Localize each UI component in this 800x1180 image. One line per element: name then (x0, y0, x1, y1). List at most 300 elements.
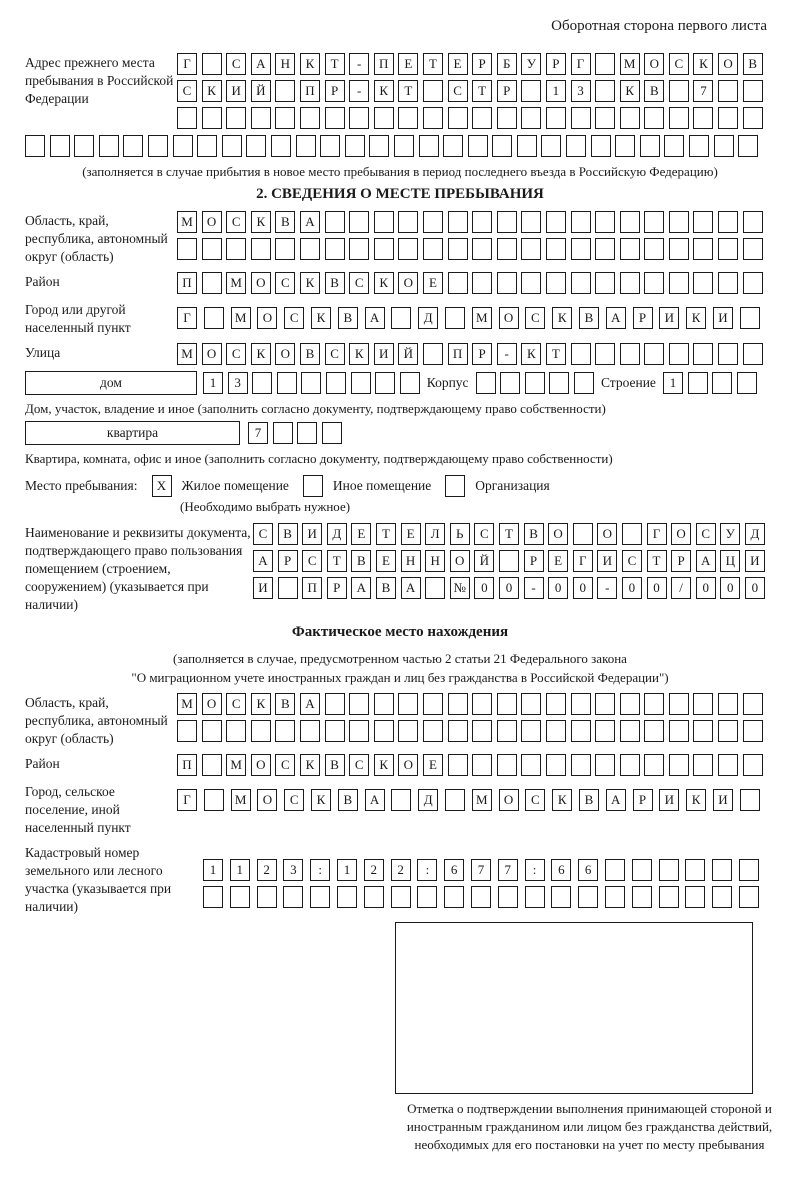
char-box[interactable]: П (448, 343, 468, 365)
char-box[interactable] (659, 859, 679, 881)
char-box[interactable]: К (311, 789, 331, 811)
char-box[interactable]: С (448, 80, 468, 102)
char-box[interactable]: Е (423, 272, 443, 294)
char-box[interactable] (718, 343, 738, 365)
char-box[interactable] (712, 372, 732, 394)
char-box[interactable] (644, 754, 664, 776)
char-box[interactable]: С (226, 693, 246, 715)
char-box[interactable] (571, 754, 591, 776)
char-box[interactable] (644, 238, 664, 260)
char-box[interactable]: С (525, 307, 545, 329)
char-box[interactable]: О (548, 523, 568, 545)
char-box[interactable]: И (253, 577, 273, 599)
char-box[interactable]: Й (251, 80, 271, 102)
char-box[interactable]: О (718, 53, 738, 75)
char-box[interactable]: С (284, 789, 304, 811)
char-box[interactable] (693, 343, 713, 365)
char-box[interactable]: Р (671, 550, 691, 572)
char-box[interactable] (743, 720, 763, 742)
prev-address-row-4[interactable] (25, 135, 775, 157)
char-box[interactable]: Г (571, 53, 591, 75)
char-box[interactable]: С (349, 272, 369, 294)
char-box[interactable] (349, 238, 369, 260)
char-box[interactable]: Е (376, 550, 396, 572)
char-box[interactable] (322, 422, 342, 444)
prev-address-row-1[interactable] (177, 53, 763, 75)
char-box[interactable] (595, 211, 615, 233)
char-box[interactable] (685, 886, 705, 908)
char-box[interactable]: С (226, 211, 246, 233)
char-box[interactable]: М (472, 789, 492, 811)
char-box[interactable] (546, 272, 566, 294)
char-box[interactable] (620, 238, 640, 260)
char-box[interactable] (739, 859, 759, 881)
char-box[interactable] (472, 693, 492, 715)
char-box[interactable] (444, 886, 464, 908)
char-box[interactable] (521, 211, 541, 233)
char-box[interactable] (275, 80, 295, 102)
char-box[interactable]: 0 (548, 577, 568, 599)
char-box[interactable] (497, 238, 517, 260)
char-box[interactable] (743, 80, 763, 102)
char-box[interactable]: О (257, 307, 277, 329)
char-box[interactable]: : (417, 859, 437, 881)
char-box[interactable] (472, 238, 492, 260)
char-box[interactable]: Р (325, 80, 345, 102)
char-box[interactable] (25, 135, 45, 157)
char-box[interactable]: 7 (471, 859, 491, 881)
char-box[interactable] (620, 754, 640, 776)
apartment-number-boxes[interactable] (248, 422, 342, 444)
char-box[interactable]: С (226, 53, 246, 75)
char-box[interactable]: 1 (230, 859, 250, 881)
char-box[interactable] (320, 135, 340, 157)
char-box[interactable] (374, 107, 394, 129)
char-box[interactable]: Р (524, 550, 544, 572)
char-box[interactable] (743, 107, 763, 129)
char-box[interactable] (230, 886, 250, 908)
char-box[interactable]: И (745, 550, 765, 572)
char-box[interactable]: О (671, 523, 691, 545)
char-box[interactable] (375, 372, 395, 394)
char-box[interactable] (571, 107, 591, 129)
char-box[interactable] (349, 211, 369, 233)
char-box[interactable] (595, 80, 615, 102)
char-box[interactable] (571, 272, 591, 294)
char-box[interactable]: 6 (578, 859, 598, 881)
char-box[interactable]: О (251, 754, 271, 776)
char-box[interactable] (521, 238, 541, 260)
char-box[interactable] (738, 135, 758, 157)
char-box[interactable]: О (257, 789, 277, 811)
char-box[interactable]: Т (472, 80, 492, 102)
char-box[interactable]: А (696, 550, 716, 572)
char-box[interactable] (644, 211, 664, 233)
char-box[interactable] (688, 372, 708, 394)
char-box[interactable] (300, 720, 320, 742)
char-box[interactable] (445, 307, 465, 329)
char-box[interactable] (273, 422, 293, 444)
char-box[interactable] (605, 886, 625, 908)
char-box[interactable] (546, 238, 566, 260)
char-box[interactable] (521, 754, 541, 776)
char-box[interactable]: Г (177, 53, 197, 75)
char-box[interactable]: М (231, 307, 251, 329)
document-row-1[interactable] (253, 523, 765, 545)
char-box[interactable]: Ь (450, 523, 470, 545)
actual-region-row-2[interactable] (177, 720, 763, 742)
region-row-2[interactable] (177, 238, 763, 260)
char-box[interactable]: 6 (551, 859, 571, 881)
char-box[interactable] (325, 238, 345, 260)
char-box[interactable] (148, 135, 168, 157)
char-box[interactable]: 0 (696, 577, 716, 599)
char-box[interactable] (712, 859, 732, 881)
char-box[interactable] (644, 272, 664, 294)
char-box[interactable] (443, 135, 463, 157)
char-box[interactable] (204, 307, 224, 329)
char-box[interactable] (595, 343, 615, 365)
char-box[interactable]: А (606, 789, 626, 811)
char-box[interactable] (644, 720, 664, 742)
char-box[interactable] (448, 272, 468, 294)
char-box[interactable]: М (177, 211, 197, 233)
char-box[interactable] (551, 886, 571, 908)
char-box[interactable]: Т (398, 80, 418, 102)
char-box[interactable] (595, 693, 615, 715)
char-box[interactable] (423, 693, 443, 715)
char-box[interactable]: 6 (444, 859, 464, 881)
char-box[interactable]: К (693, 53, 713, 75)
char-box[interactable] (325, 107, 345, 129)
char-box[interactable] (203, 886, 223, 908)
char-box[interactable] (571, 238, 591, 260)
char-box[interactable]: В (351, 550, 371, 572)
char-box[interactable] (278, 577, 298, 599)
char-box[interactable] (251, 720, 271, 742)
char-box[interactable]: Б (497, 53, 517, 75)
char-box[interactable]: Р (472, 53, 492, 75)
char-box[interactable] (525, 886, 545, 908)
char-box[interactable]: Г (177, 789, 197, 811)
char-box[interactable]: К (374, 80, 394, 102)
char-box[interactable]: П (374, 53, 394, 75)
char-box[interactable] (326, 372, 346, 394)
char-box[interactable] (595, 720, 615, 742)
char-box[interactable] (177, 107, 197, 129)
char-box[interactable] (566, 135, 586, 157)
char-box[interactable]: Р (497, 80, 517, 102)
char-box[interactable]: О (398, 272, 418, 294)
char-box[interactable] (718, 107, 738, 129)
char-box[interactable]: А (365, 789, 385, 811)
char-box[interactable] (468, 135, 488, 157)
char-box[interactable] (177, 238, 197, 260)
char-box[interactable]: О (202, 211, 222, 233)
char-box[interactable]: Н (401, 550, 421, 572)
char-box[interactable]: С (325, 343, 345, 365)
char-box[interactable] (202, 272, 222, 294)
char-box[interactable] (423, 238, 443, 260)
char-box[interactable] (423, 211, 443, 233)
char-box[interactable] (423, 80, 443, 102)
char-box[interactable] (497, 211, 517, 233)
char-box[interactable] (644, 693, 664, 715)
char-box[interactable]: К (300, 272, 320, 294)
char-box[interactable] (472, 272, 492, 294)
char-box[interactable] (349, 107, 369, 129)
char-box[interactable] (472, 754, 492, 776)
char-box[interactable]: У (521, 53, 541, 75)
city-row[interactable] (177, 307, 760, 329)
char-box[interactable] (573, 523, 593, 545)
char-box[interactable] (425, 577, 445, 599)
char-box[interactable]: : (525, 859, 545, 881)
char-box[interactable] (743, 343, 763, 365)
char-box[interactable]: Л (425, 523, 445, 545)
char-box[interactable]: С (696, 523, 716, 545)
char-box[interactable]: Т (499, 523, 519, 545)
char-box[interactable] (521, 693, 541, 715)
char-box[interactable] (472, 720, 492, 742)
char-box[interactable]: М (231, 789, 251, 811)
char-box[interactable]: П (177, 754, 197, 776)
char-box[interactable] (693, 107, 713, 129)
char-box[interactable]: 1 (203, 372, 223, 394)
char-box[interactable]: Г (573, 550, 593, 572)
char-box[interactable]: 2 (391, 859, 411, 881)
char-box[interactable] (394, 135, 414, 157)
char-box[interactable] (301, 372, 321, 394)
char-box[interactable] (622, 523, 642, 545)
char-box[interactable] (693, 211, 713, 233)
char-box[interactable] (391, 886, 411, 908)
char-box[interactable]: У (720, 523, 740, 545)
char-box[interactable] (498, 886, 518, 908)
char-box[interactable] (620, 107, 640, 129)
char-box[interactable] (620, 693, 640, 715)
char-box[interactable] (718, 272, 738, 294)
char-box[interactable]: С (474, 523, 494, 545)
char-box[interactable] (689, 135, 709, 157)
char-box[interactable] (571, 343, 591, 365)
char-box[interactable]: Т (546, 343, 566, 365)
char-box[interactable]: 7 (248, 422, 268, 444)
char-box[interactable]: 0 (745, 577, 765, 599)
char-box[interactable] (448, 720, 468, 742)
char-box[interactable] (257, 886, 277, 908)
stamp-area[interactable] (395, 922, 753, 1094)
char-box[interactable]: Ц (720, 550, 740, 572)
char-box[interactable]: П (177, 272, 197, 294)
char-box[interactable]: Т (647, 550, 667, 572)
char-box[interactable] (632, 886, 652, 908)
char-box[interactable]: Н (425, 550, 445, 572)
char-box[interactable] (521, 272, 541, 294)
char-box[interactable] (620, 343, 640, 365)
char-box[interactable] (669, 80, 689, 102)
char-box[interactable]: М (226, 272, 246, 294)
char-box[interactable] (448, 211, 468, 233)
char-box[interactable] (251, 238, 271, 260)
char-box[interactable] (521, 107, 541, 129)
char-box[interactable] (173, 135, 193, 157)
char-box[interactable] (325, 693, 345, 715)
char-box[interactable] (595, 107, 615, 129)
char-box[interactable]: В (644, 80, 664, 102)
char-box[interactable] (374, 238, 394, 260)
char-box[interactable] (283, 886, 303, 908)
char-box[interactable] (669, 693, 689, 715)
char-box[interactable]: К (552, 789, 572, 811)
char-box[interactable] (275, 107, 295, 129)
stroenie-boxes[interactable] (663, 372, 757, 394)
char-box[interactable]: И (374, 343, 394, 365)
char-box[interactable]: М (177, 343, 197, 365)
char-box[interactable]: Д (418, 307, 438, 329)
char-box[interactable] (337, 886, 357, 908)
char-box[interactable] (743, 693, 763, 715)
char-box[interactable] (472, 107, 492, 129)
cadastral-row-2[interactable] (203, 886, 759, 908)
char-box[interactable] (417, 886, 437, 908)
char-box[interactable]: В (275, 693, 295, 715)
char-box[interactable] (659, 886, 679, 908)
checkbox-residential[interactable]: X (152, 475, 172, 497)
char-box[interactable]: № (450, 577, 470, 599)
char-box[interactable] (620, 272, 640, 294)
char-box[interactable]: А (300, 693, 320, 715)
char-box[interactable]: В (275, 211, 295, 233)
char-box[interactable] (685, 859, 705, 881)
char-box[interactable]: О (499, 307, 519, 329)
char-box[interactable] (669, 272, 689, 294)
char-box[interactable] (693, 693, 713, 715)
char-box[interactable] (549, 372, 569, 394)
char-box[interactable]: Р (633, 307, 653, 329)
char-box[interactable] (351, 372, 371, 394)
char-box[interactable]: К (521, 343, 541, 365)
char-box[interactable] (226, 238, 246, 260)
char-box[interactable] (517, 135, 537, 157)
char-box[interactable] (423, 107, 443, 129)
char-box[interactable] (202, 53, 222, 75)
char-box[interactable]: 0 (622, 577, 642, 599)
char-box[interactable]: 2 (257, 859, 277, 881)
char-box[interactable]: - (524, 577, 544, 599)
char-box[interactable]: К (374, 272, 394, 294)
char-box[interactable]: В (338, 789, 358, 811)
char-box[interactable]: В (325, 272, 345, 294)
char-box[interactable] (202, 720, 222, 742)
char-box[interactable]: О (597, 523, 617, 545)
char-box[interactable]: 2 (364, 859, 384, 881)
char-box[interactable] (546, 720, 566, 742)
char-box[interactable]: В (579, 307, 599, 329)
char-box[interactable] (252, 372, 272, 394)
char-box[interactable]: П (300, 80, 320, 102)
char-box[interactable] (391, 789, 411, 811)
char-box[interactable] (226, 720, 246, 742)
char-box[interactable]: Е (548, 550, 568, 572)
char-box[interactable] (693, 754, 713, 776)
char-box[interactable] (448, 693, 468, 715)
char-box[interactable]: Р (327, 577, 347, 599)
char-box[interactable] (571, 211, 591, 233)
char-box[interactable] (737, 372, 757, 394)
char-box[interactable] (718, 238, 738, 260)
char-box[interactable] (521, 80, 541, 102)
char-box[interactable]: 3 (228, 372, 248, 394)
char-box[interactable] (202, 107, 222, 129)
char-box[interactable]: Д (327, 523, 347, 545)
char-box[interactable] (546, 754, 566, 776)
char-box[interactable] (595, 754, 615, 776)
char-box[interactable] (99, 135, 119, 157)
char-box[interactable] (500, 372, 520, 394)
char-box[interactable] (472, 211, 492, 233)
char-box[interactable]: 0 (573, 577, 593, 599)
char-box[interactable] (349, 720, 369, 742)
char-box[interactable]: Й (474, 550, 494, 572)
char-box[interactable] (615, 135, 635, 157)
document-row-2[interactable] (253, 550, 765, 572)
char-box[interactable]: А (351, 577, 371, 599)
char-box[interactable] (448, 238, 468, 260)
char-box[interactable] (620, 720, 640, 742)
char-box[interactable]: С (284, 307, 304, 329)
char-box[interactable]: Р (472, 343, 492, 365)
char-box[interactable] (300, 107, 320, 129)
char-box[interactable]: О (499, 789, 519, 811)
char-box[interactable] (374, 720, 394, 742)
char-box[interactable] (374, 211, 394, 233)
char-box[interactable] (277, 372, 297, 394)
char-box[interactable] (497, 107, 517, 129)
char-box[interactable] (374, 693, 394, 715)
char-box[interactable] (718, 80, 738, 102)
char-box[interactable] (471, 886, 491, 908)
char-box[interactable]: В (524, 523, 544, 545)
char-box[interactable]: Н (275, 53, 295, 75)
char-box[interactable]: С (275, 754, 295, 776)
char-box[interactable] (222, 135, 242, 157)
char-box[interactable] (669, 754, 689, 776)
char-box[interactable]: В (338, 307, 358, 329)
char-box[interactable] (525, 372, 545, 394)
char-box[interactable]: Т (327, 550, 347, 572)
char-box[interactable]: А (253, 550, 273, 572)
char-box[interactable]: Е (423, 754, 443, 776)
char-box[interactable]: 7 (693, 80, 713, 102)
char-box[interactable]: Д (418, 789, 438, 811)
char-box[interactable] (693, 238, 713, 260)
char-box[interactable]: 1 (663, 372, 683, 394)
char-box[interactable]: В (579, 789, 599, 811)
char-box[interactable] (325, 211, 345, 233)
char-box[interactable] (620, 211, 640, 233)
char-box[interactable]: К (686, 789, 706, 811)
char-box[interactable]: А (401, 577, 421, 599)
actual-district-row[interactable] (177, 754, 763, 776)
char-box[interactable] (423, 720, 443, 742)
char-box[interactable] (574, 372, 594, 394)
char-box[interactable]: И (597, 550, 617, 572)
char-box[interactable] (419, 135, 439, 157)
char-box[interactable] (364, 886, 384, 908)
char-box[interactable]: А (300, 211, 320, 233)
char-box[interactable] (743, 754, 763, 776)
